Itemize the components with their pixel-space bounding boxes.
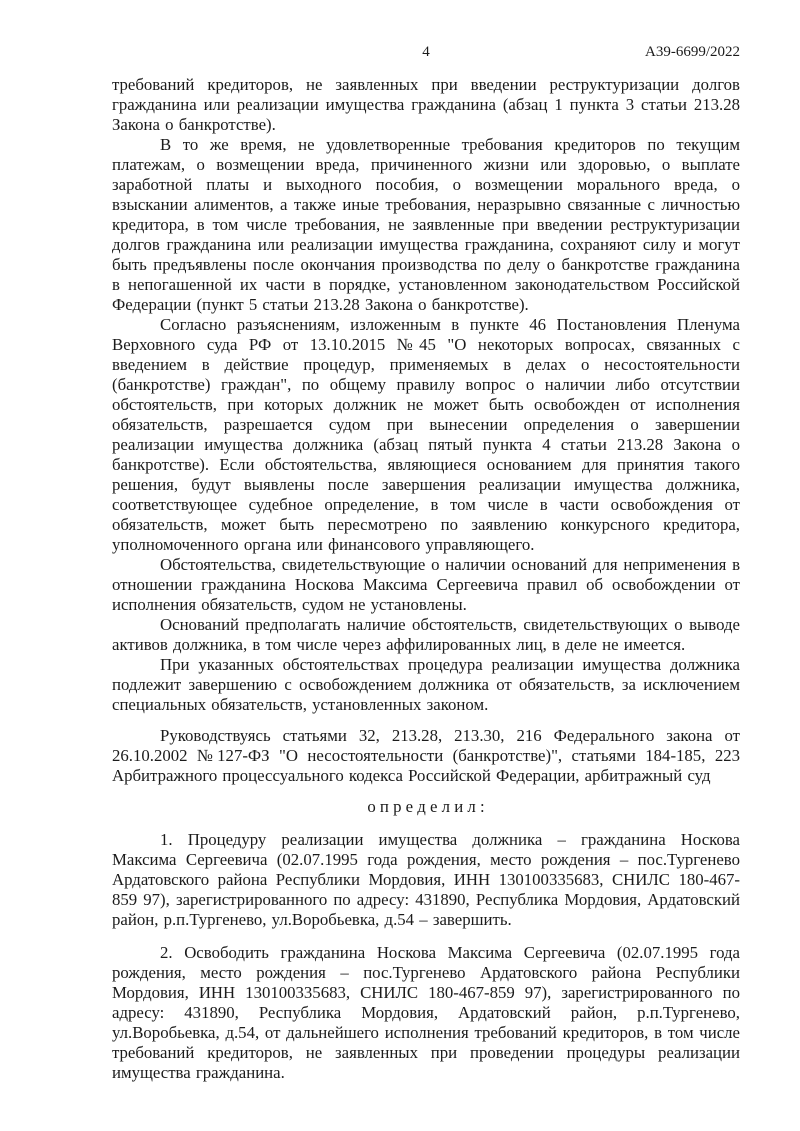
page-number: 4 bbox=[422, 44, 430, 60]
paragraph: Согласно разъяснениям, изложенным в пункте 46 Постановления Пленума Верховного суда РФ от 13.10.2015 №45 "О некоторых вопросах, связанных с введением в действие процедур, применяемых в делах о несостоятельности (банкротстве) граждан", по общему правилу вопрос о наличии либо отсутствии обстоятельств, при которых должник не может быть освобожден от исполнения обязательств, разрешается судом при вынесении определения о завершении реализации имущества должника (абзац пятый пункта 4 статьи 213.28 Закона о банкротстве). Если обстоятельства, являющиеся основанием для принятия такого решения, будут выявлены после завершения реализации имущества должника, соответствующее судебное определение, в том числе в части освобождения от обязательств, может быть пересмотрено по заявлению конкурсного кредитора, уполномоченного органа или финансового управляющего. bbox=[112, 315, 740, 554]
paragraph: Руководствуясь статьями 32, 213.28, 213.30, 216 Федерального закона от 26.10.2002 №127-ФЗ "О несостоятельности (банкротстве)", статьями 184-185, 223 Арбитражного процессуального кодекса Российской Федерации, арбитражный суд bbox=[112, 726, 740, 785]
document-body bbox=[112, 75, 740, 1083]
paragraph: Оснований предполагать наличие обстоятельств, свидетельствующих о выводе активов должника, в том числе через аффилированных лиц, в деле не имеется. bbox=[112, 615, 740, 654]
paragraph: Обстоятельства, свидетельствующие о наличии оснований для неприменения в отношении гражданина Носкова Максима Сергеевича правил об освобождении от исполнения обязательств, судом не установлены. bbox=[112, 555, 740, 614]
case-number: А39-6699/2022 bbox=[645, 44, 740, 60]
ruling-title: о п р е д е л и л : bbox=[367, 797, 485, 816]
paragraph: 1. Процедуру реализации имущества должника – гражданина Носкова Максима Сергеевича (02.07.1995 года рождения, место рождения – пос.Тургенево Ардатовского района Республики Мордовия, ИНН 130100335683, СНИЛС 180-467-859 97), зарегистрированного по адресу: 431890, Республика Мордовия, Ардатовский район, р.п.Тургенево, ул.Воробьевка, д.54 – завершить. bbox=[112, 830, 740, 929]
paragraph: В то же время, не удовлетворенные требования кредиторов по текущим платежам, о возмещении вреда, причиненного жизни или здоровью, о выплате заработной платы и выходного пособия, о возмещении морального вреда, о взыскании алиментов, а также иные требования, неразрывно связанные с личностью кредитора, в том числе требования, не заявленные при введении реструктуризации долгов гражданина или реализации имущества гражданина, сохраняют силу и могут быть предъявлены после окончания производства по делу о банкротстве гражданина в непогашенной их части в порядке, установленном законодательством Российской Федерации (пункт 5 статьи 213.28 Закона о банкротстве). bbox=[112, 135, 740, 314]
paragraph: требований кредиторов, не заявленных при введении реструктуризации долгов гражданина или реализации имущества гражданина (абзац 1 пункта 3 статьи 213.28 Закона о банкротстве). bbox=[112, 75, 740, 134]
paragraph: При указанных обстоятельствах процедура реализации имущества должника подлежит завершению с освобождением должника от обязательств, за исключением специальных обязательств, установленных законом. bbox=[112, 655, 740, 714]
page-header bbox=[112, 42, 740, 62]
paragraph: 2. Освободить гражданина Носкова Максима Сергеевича (02.07.1995 года рождения, место рождения – пос.Тургенево Ардатовского района Республики Мордовия, ИНН 130100335683, СНИЛС 180-467-859 97), зарегистрированного по адресу: 431890, Республика Мордовия, Ардатовский район, р.п.Тургенево, ул.Воробьевка, д.54, от дальнейшего исполнения требований кредиторов, в том числе требований кредиторов, не заявленных при проведении процедуры реализации имущества гражданина. bbox=[112, 943, 740, 1082]
